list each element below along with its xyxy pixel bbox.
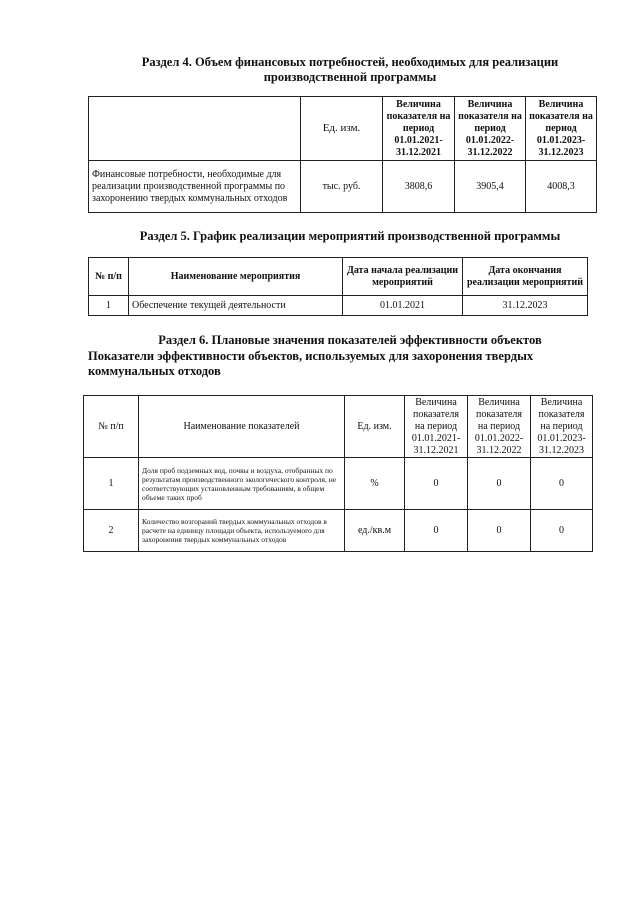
section5-title: Раздел 5. График реализации мероприятий производственной программы [139, 229, 561, 243]
row-value-2022: 0 [468, 510, 531, 552]
table-header-row [89, 258, 588, 296]
row-event-name: Обеспечение текущей деятельности [129, 296, 343, 316]
table-header-row [84, 396, 593, 458]
header-num: № п/п [89, 258, 129, 296]
section4-title [120, 55, 580, 85]
row-num: 2 [84, 510, 139, 552]
header-period-2021: Величина показателя на период 01.01.2021-31.12.2021 [405, 396, 468, 458]
header-period-2021: Величина показателя на период 01.01.2021-31.12.2021 [383, 97, 455, 161]
header-end-date: Дата окончания реализации мероприятий [463, 258, 588, 296]
table-row [89, 161, 597, 213]
row-value-2023: 4008,3 [526, 161, 597, 213]
efficiency-indicators-table [83, 395, 593, 552]
header-event-name: Наименование мероприятия [129, 258, 343, 296]
row-value-2021: 0 [405, 458, 468, 510]
row-unit: % [345, 458, 405, 510]
row-unit: ед./кв.м [345, 510, 405, 552]
header-num: № п/п [84, 396, 139, 458]
row-name: Финансовые потребности, необходимые для реализации производственной программы по захоронению твердых коммунальных отходов [89, 161, 301, 213]
row-value-2023: 0 [531, 510, 593, 552]
row-value-2021: 0 [405, 510, 468, 552]
row-num: 1 [89, 296, 129, 316]
row-value-2021: 3808,6 [383, 161, 455, 213]
section6-title-line3: коммунальных отходов [88, 364, 221, 378]
row-start-date: 01.01.2021 [343, 296, 463, 316]
table-row [84, 458, 593, 510]
row-value-2022: 0 [468, 458, 531, 510]
row-num: 1 [84, 458, 139, 510]
table-header-row [89, 97, 597, 161]
header-period-2023: Величина показателя на период 01.01.2023-31.12.2023 [526, 97, 597, 161]
table-row [89, 296, 588, 316]
header-start-date: Дата начала реализации мероприятий [343, 258, 463, 296]
row-end-date: 31.12.2023 [463, 296, 588, 316]
header-empty-cell [89, 97, 301, 161]
row-value-2022: 3905,4 [455, 161, 526, 213]
header-period-2022: Величина показателя на период 01.01.2022-31.12.2022 [455, 97, 526, 161]
header-period-2022: Величина показателя на период 01.01.2022-31.12.2022 [468, 396, 531, 458]
section6-title-line1: Раздел 6. Плановые значения показателей эффективности объектов [158, 333, 542, 347]
header-indicator-name: Наименование показателей [139, 396, 345, 458]
row-value-2023: 0 [531, 458, 593, 510]
row-indicator-name: Доля проб подземных вод, почвы и воздуха, отобранных по результатам производственного экологического контроля, не соответствующих установленным требованиям, в общем объеме таких проб [139, 458, 345, 510]
section4-title-line2: производственной программы [263, 70, 437, 84]
financial-needs-table [88, 96, 597, 213]
section6-title-line2: Показатели эффективности объектов, используемых для захоронения твердых [88, 349, 534, 363]
row-unit: тыс. руб. [301, 161, 383, 213]
header-unit: Ед. изм. [345, 396, 405, 458]
row-indicator-name: Количество возгораний твердых коммунальных отходов в расчете на единицу площади объекта, используемого для захоронения твердых коммунальных отходов [139, 510, 345, 552]
header-period-2023: Величина показателя на период 01.01.2023-31.12.2023 [531, 396, 593, 458]
section4-title-line1: Раздел 4. Объем финансовых потребностей, необходимых для реализации [141, 55, 559, 69]
table-row [84, 510, 593, 552]
header-unit: Ед. изм. [301, 97, 383, 161]
schedule-table [88, 257, 588, 316]
